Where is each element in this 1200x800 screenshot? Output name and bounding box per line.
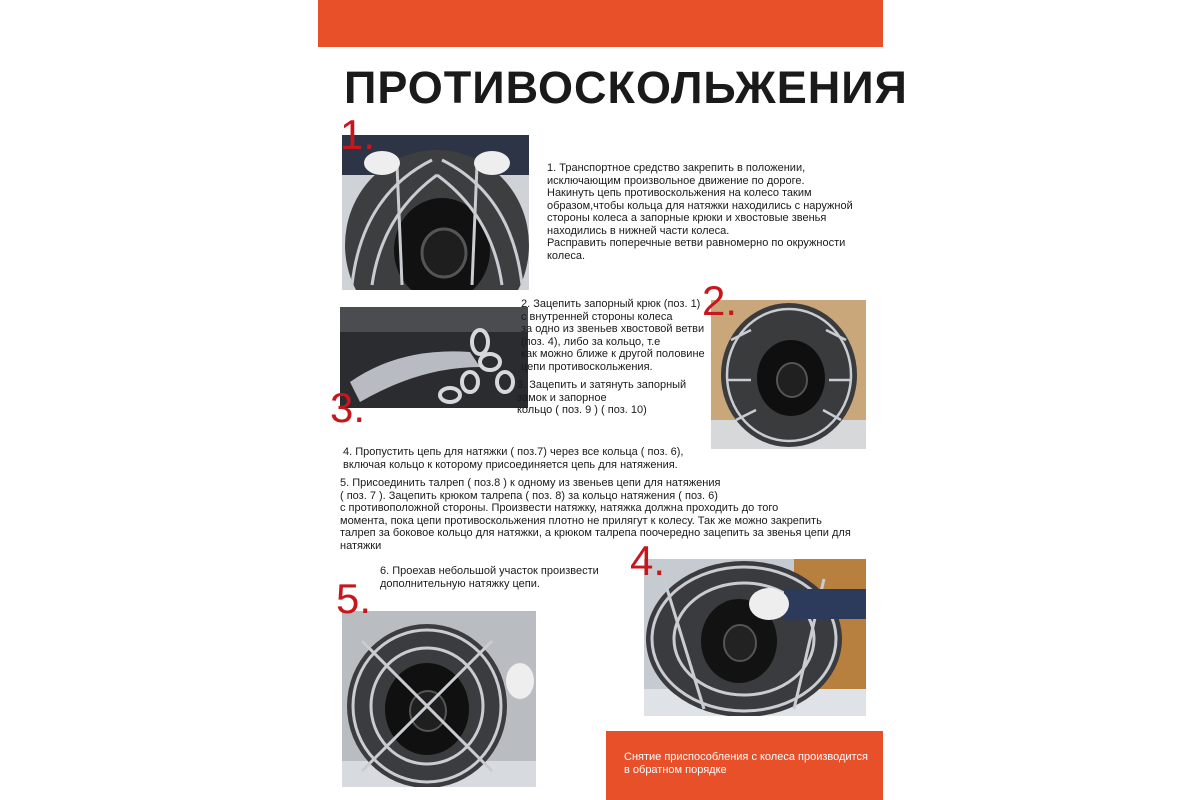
instruction-text-6: 6. Проехав небольшой участок произвести дополнительную натяжку цепи. [380, 565, 599, 590]
instruction-text-1: 1. Транспортное средство закрепить в положении, исключающим произвольное движение по дороге. Накинуть цепь противоскольжения на колесо таким образом,чтобы кольца для натяжки находились с наружной стороны колеса а запорные крюки и хвостовые звенья находились в нижней части колеса. Расправить поперечные ветви равномерно по окружности колеса. [547, 162, 853, 262]
photo-step-4 [644, 559, 866, 716]
photo-step-3 [340, 307, 528, 408]
page-title: ПРОТИВОСКОЛЬЖЕНИЯ [344, 62, 908, 113]
instruction-text-4: 4. Пропустить цепь для натяжки ( поз.7) через все кольца ( поз. 6), включая кольцо к которому присоединяется цепь для натяжения. [343, 446, 684, 471]
reverse-order-note [606, 731, 883, 800]
note-text: Снятие приспособления с колеса производится в обратном порядке [624, 751, 868, 776]
step-number-1: 1. [340, 111, 376, 158]
instruction-text-2: 2. Зацепить запорный крюк (поз. 1) с внутренней стороны колеса за одно из звеньев хвостовой ветви (поз. 4), либо за кольцо, т.е как можно ближе к другой половине цепи противоскольжения. [521, 298, 705, 373]
step-number-4: 4. [630, 537, 666, 584]
step-number-2: 2. [702, 277, 738, 324]
step-number-5: 5. [336, 575, 372, 622]
step-number-3: 3. [330, 384, 366, 431]
photo-step-5 [342, 611, 536, 787]
instruction-text-3: 3. Зацепить и затянуть запорный замок и запорное кольцо ( поз. 9 ) ( поз. 10) [517, 379, 687, 416]
top-accent-bar [318, 0, 883, 47]
instruction-page [318, 0, 908, 800]
photo-step-1 [342, 135, 529, 290]
instruction-text-5: 5. Присоединить талреп ( поз.8 ) к одному из звеньев цепи для натяжения ( поз. 7 ). Зацепить крюком талрепа ( поз. 8) за кольцо натяжения ( поз. 6) с противоположной стороны. Произвести натяжку, натяжка должна проходить до того момента, пока цепи противоскольжения плотно не прилягут к колесу. Так же можно закрепить талреп за боковое кольцо для натяжки, а крюком талрепа поочередно зацепить за звенья цепи для натяжки [340, 477, 851, 552]
